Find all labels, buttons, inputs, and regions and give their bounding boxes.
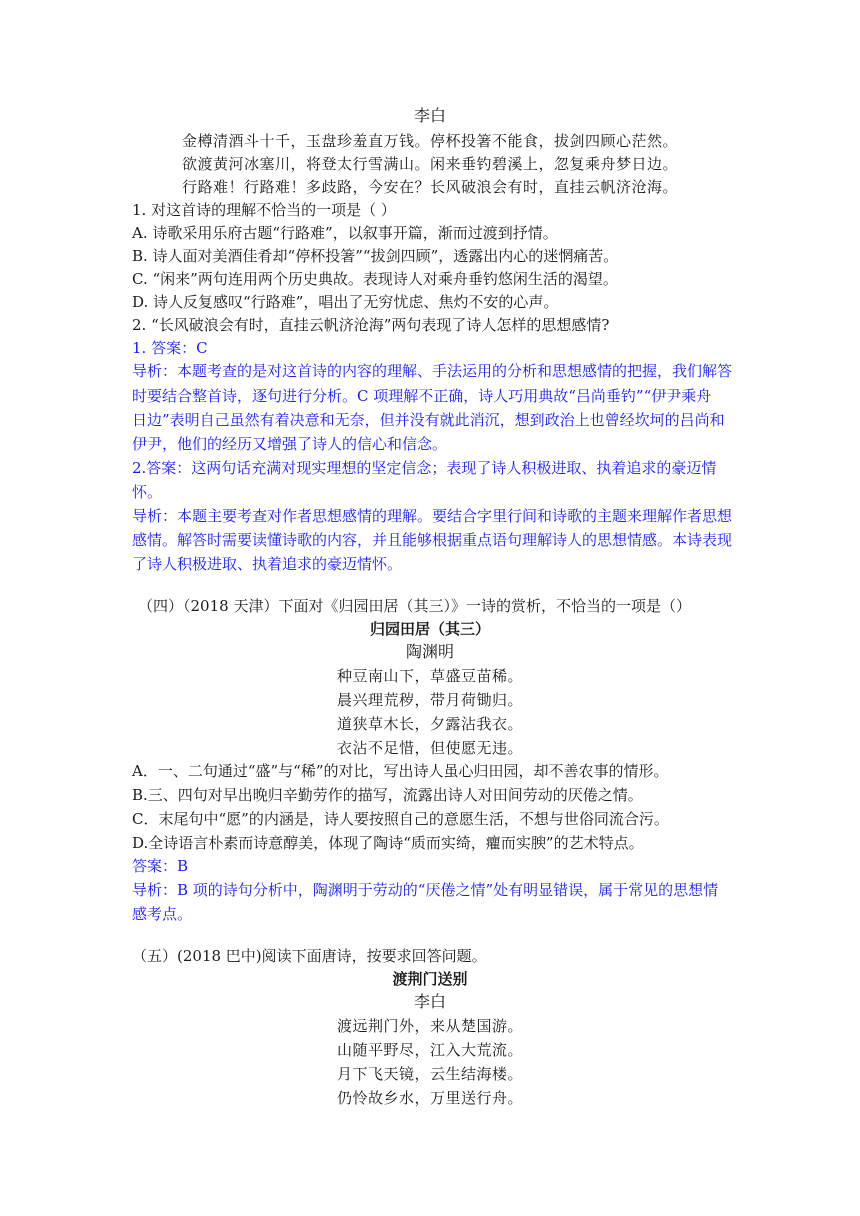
poem-line: 欲渡黄河冰塞川，将登太行雪满山。闲来垂钓碧溪上，忽复乘舟梦日边。 <box>181 155 678 173</box>
poem-line: 渡远荆门外，来从楚国游。 <box>336 1017 523 1035</box>
poem-line: 月下飞天镜，云生结海楼。 <box>336 1065 523 1083</box>
analysis-line: 时要结合整首诗，逐句进行分析。C 项理解不正确，诗人巧用典故“吕尚垂钓”“伊尹乘舟 <box>132 387 712 405</box>
question-2: 2. “长风破浪会有时，直挂云帆济沧海”两句表现了诗人怎样的思想感情? <box>132 316 610 334</box>
poem-author: 李白 <box>413 106 446 125</box>
analysis-line: 导析：B 项的诗句分析中，陶渊明于劳动的“厌倦之情”处有明显错误，属于常见的思想情 <box>132 881 719 899</box>
poem-title: 渡荆门送别 <box>392 970 468 988</box>
poem-line: 衣沾不足惜，但使愿无违。 <box>336 739 523 757</box>
analysis-line: 伊尹，他们的经历又增强了诗人的信心和信念。 <box>132 435 448 453</box>
analysis-line: 了诗人积极进取、执着追求的豪迈情怀。 <box>132 555 403 573</box>
option-d: D. 诗人反复感叹“行路难”，唱出了无穷忧虑、焦灼不安的心声。 <box>132 293 559 311</box>
question-1: 1. 对这首诗的理解不恰当的一项是（ ） <box>132 201 396 219</box>
answer: 答案：B <box>132 857 189 875</box>
poem-line: 行路难！行路难！多歧路，今安在？长风破浪会有时，直挂云帆济沧海。 <box>181 178 678 196</box>
answer-1: 1. 答案：C <box>132 339 208 357</box>
question-5: （五）(2018 巴中)阅读下面唐诗，按要求回答问题。 <box>132 947 487 965</box>
option-c: C．末尾句中“愿”的内涵是，诗人要按照自己的意愿生活，不想与世俗同流合污。 <box>132 810 669 828</box>
question-4: （四）（2018 天津）下面对《归园田居（其三）》一诗的赏析，不恰当的一项是（） <box>138 597 691 615</box>
option-b: B. 诗人面对美酒佳肴却“停杯投箸”“拔剑四顾”，透露出内心的迷惘痛苦。 <box>132 247 619 265</box>
option-d: D.全诗语言朴素而诗意醇美，体现了陶诗“质而实绮，癯而实腴”的艺术特点。 <box>132 834 644 852</box>
poem-author: 李白 <box>413 992 446 1011</box>
analysis-line: 导析：本题主要考查对作者思想感情的理解。要结合字里行间和诗歌的主题来理解作者思想 <box>132 507 733 525</box>
analysis-line: 导析：本题考查的是对这首诗的内容的理解、手法运用的分析和思想感情的把握，我们解答 <box>132 362 733 380</box>
option-b: B.三、四句对早出晚归辛勤劳作的描写，流露出诗人对田间劳动的厌倦之情。 <box>132 786 643 804</box>
analysis-line: 日边”表明自己虽然有着决意和无奈，但并没有就此消沉，想到政治上也曾经坎坷的吕尚和 <box>132 411 725 429</box>
poem-line: 仍怜故乡水，万里送行舟。 <box>336 1089 523 1107</box>
option-c: C. “闲来”两句连用两个历史典故。表现诗人对乘舟垂钓悠闲生活的渴望。 <box>132 270 618 288</box>
poem-line: 山随平野尽，江入大荒流。 <box>336 1041 523 1059</box>
poem-author: 陶渊明 <box>405 642 454 661</box>
answer-2: 2.答案：这两句话充满对现实理想的坚定信念；表现了诗人积极进取、执着追求的豪迈情 <box>132 459 717 477</box>
poem-line: 种豆南山下，草盛豆苗稀。 <box>336 667 523 685</box>
poem-title: 归园田居（其三） <box>369 620 490 638</box>
analysis-line: 感情。解答时需要读懂诗歌的内容，并且能够根据重点语句理解诗人的思想情感。本诗表现 <box>132 531 733 549</box>
poem-line: 金樽清酒斗十千，玉盘珍羞直万钱。停杯投箸不能食，拔剑四顾心茫然。 <box>181 132 678 150</box>
option-a: A. 诗歌采用乐府古题“行路难”，以叙事开篇，渐而过渡到抒情。 <box>132 224 558 242</box>
poem-line: 晨兴理荒秽，带月荷锄归。 <box>336 691 523 709</box>
option-a: A．一、二句通过“盛”与“稀”的对比，写出诗人虽心归田园，却不善农事的情形。 <box>132 762 669 780</box>
answer-2-cont: 怀。 <box>132 483 163 501</box>
poem-line: 道狭草木长，夕露沾我衣。 <box>336 715 523 733</box>
analysis-line: 感考点。 <box>132 905 193 923</box>
